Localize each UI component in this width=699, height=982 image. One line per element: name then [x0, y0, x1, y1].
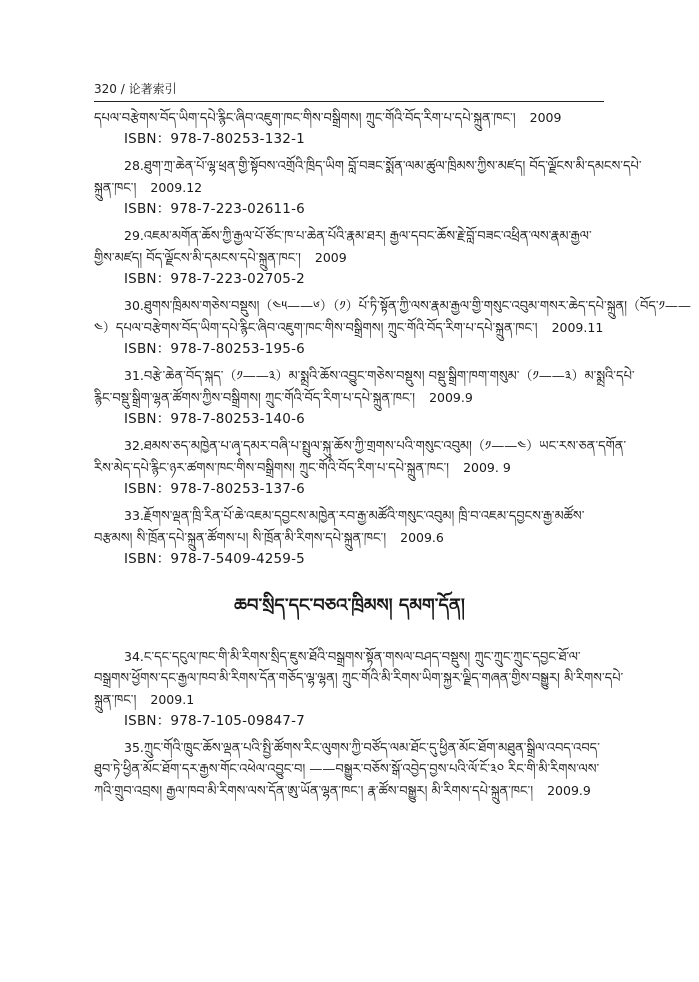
entry-year: 2009.11 — [551, 320, 604, 335]
entry-isbn: ISBN：978-7-80253-195-6 — [124, 341, 305, 357]
entry-number: 33. — [124, 508, 144, 523]
entry-line: རྙིང་བསྡུ་སྒྲིག་ལྷན་ཚོགས་ཀྱིས་བསྒྲིགས། ཀྲུང་གོའི་བོད་རིག་པ་དཔེ་སྐྲུན་ཁང་། 2009.9 — [94, 390, 473, 406]
entry-number: 30. — [124, 298, 144, 313]
entry-year: 2009 — [314, 250, 347, 265]
entry-number: 28. — [124, 158, 144, 173]
entry-line: ༤）དཔལ་བརྩེགས་བོད་ཡིག་དཔེ་རྙིང་ཞིབ་འཇུག་ཁང་གིས་བསྒྲིགས། ཀྲུང་གོའི་བོད་རིག་པ་དཔེ་སྐྲུན་ཁང་། 2009.11 — [94, 320, 604, 336]
entry-line: 35.ཀྲུང་གོའི་ཁྲུང་ཆོས་ལྡན་པའི་སྤྱི་ཚོགས་རིང་ལུགས་ཀྱི་བཙོད་ལམ་ཐོང་དུ་ཕྱིན་མོང་ཐོག་མཐུན་སྒྲིལ་འབད་འབད་ — [124, 740, 600, 756]
bibliography-entry — [94, 295, 691, 360]
entry-number: 31. — [124, 368, 144, 383]
entry-line: 28.ཐུག་ཀྲ་ཆེན་པོ་ལྷ་ཕྲན་གྱི་སྟོབས་འགྲོའི་ཁྲིད་ཡིག བློ་བཟང་སྨོན་ལམ་ཚུལ་ཁྲིམས་ཀྱིས་མཛད། བོད་ལྗོངས་མི་དམངས་དཔེ་ — [124, 158, 642, 174]
bibliography-entry — [94, 505, 605, 570]
bibliography-entry — [94, 435, 627, 500]
entry-line: དཔལ་བརྩེགས་བོད་ཡིག་དཔེ་རྙིང་ཞིབ་འཇུག་ཁང་གིས་བསྒྲིགས། ཀྲུང་གོའི་བོད་རིག་པ་དཔེ་སྐྲུན་ཁང་། 2009 — [94, 110, 562, 126]
entry-line: 30.ཐུགས་ཁྲིམས་གཅེས་བསྡུས།（༤༥——༦）（༡）པོ་ཏི་སྟོན་ཀྱི་ལས་རྣམ་རྒྱལ་གྱི་གསུང་འབུམ་གསར་ཆེད་དཔེ་སྐྲུན།（བོད་༡—— — [124, 298, 691, 314]
entry-line: ཀའི་གྲུབ་འབྲས། རྒྱལ་ཁབ་མི་རིགས་ལས་དོན་ཨུ་ཡོན་ལྷན་ཁང་། རྣ་ཚོས་བསྒྱུར། མི་རིགས་དཔེ་སྐྲུན་ཁང་། 2009.9 — [94, 783, 591, 799]
entry-year: 2009.6 — [400, 530, 444, 545]
entry-isbn: ISBN：978-7-5409-4259-5 — [124, 551, 305, 567]
entry-line: གྱིས་མཛད། བོད་ལྗོངས་མི་དམངས་དཔེ་སྐྲུན་ཁང་། 2009 — [94, 250, 347, 266]
bibliography-entry — [94, 646, 624, 732]
entry-isbn: ISBN：978-7-80253-137-6 — [124, 481, 305, 497]
entry-year: 2009.12 — [150, 180, 203, 195]
entry-line: རིས་མེད་དཔེ་རྙིང་ཉར་ཚགས་ཁང་གིས་བསྒྲིགས། ཀྲུང་གོའི་བོད་རིག་པ་དཔེ་སྐྲུན་ཁང་། 2009. 9 — [94, 460, 511, 476]
entry-isbn: ISBN：978-7-80253-140-6 — [124, 411, 305, 427]
entry-year: 2009 — [529, 110, 562, 125]
entry-isbn: ISBN：978-7-105-09847-7 — [124, 713, 305, 729]
entry-line: སྐྲུན་ཁང་། 2009.12 — [94, 180, 203, 196]
entry-line: བརྩམས། སི་ཁྲོན་དཔེ་སྐྲུན་ཚོགས་པ། སི་ཁྲོན་མི་རིགས་དཔེ་སྐྲུན་ཁང་། 2009.6 — [94, 530, 444, 546]
bibliography-entry — [94, 737, 605, 802]
entry-line: 34.ང་དང་དངུལ་ཁང་གི་མི་རིགས་སྲིད་ཇུས་ཐོའི་བསྒྲགས་སྟོན་གསལ་བཤད་བསྡུས། ཀྲུང་ཀྲུང་ཀྲུང་དབྱང་ཐོ་ལ་ — [124, 649, 581, 665]
entry-number: 34. — [124, 649, 144, 664]
running-header: 320 / 论著索引 — [94, 80, 604, 102]
entry-line: 31.བརྩེ་ཆེན་བོད་སྐད་（༡——༣）མ་སྨྲའི་ཆོས་འབྱུང་གཅེས་བསྡུས། བསྡུ་སྒྲིག་ཁག་གསུམ་（༡——༣）མ་སྨྲའི་དཔེ་ — [124, 368, 635, 384]
entry-year: 2009.9 — [547, 783, 591, 798]
bibliography-entry — [94, 225, 605, 290]
section-heading: ཆབ་སྲིད་དང་བཅའ་ཁྲིམས། དམག་དོན། — [234, 595, 465, 616]
entry-line: སྐྲུན་ཁང་། 2009.1 — [94, 692, 195, 708]
entry-year: 2009. 9 — [463, 460, 511, 475]
entry-number: 32. — [124, 438, 144, 453]
entry-line: 32.ཐམས་ཅད་མཁྱེན་པ་ཞྭ་དམར་བཞི་པ་སྤྲུལ་སྐུ་ཆོས་ཀྱི་གྲགས་པའི་གསུང་འབུམ།（༡——༤）ཡང་རས་ཅན་དགོན་ — [124, 438, 627, 454]
entry-isbn: ISBN：978-7-223-02705-2 — [124, 271, 305, 287]
entry-number: 29. — [124, 228, 144, 243]
entry-year: 2009.1 — [150, 692, 195, 707]
entry-year: 2009.9 — [429, 390, 473, 405]
bibliography-body — [94, 107, 691, 802]
bibliography-entry — [94, 155, 642, 220]
entry-number: 35. — [124, 740, 144, 755]
entry-line: བསྒྲགས་ཕྱོགས་དང་རྒྱལ་ཁབ་མི་རིགས་དོན་གཅོད་ལྷ་ལྷན། ཀྲུང་གོའི་མི་རིགས་ཡིག་སྐྱར་ལྗིད་གཞན་གྱིས་བསྒྱུར། མི་རིགས་དཔེ་ — [94, 671, 624, 686]
bibliography-entry — [94, 365, 635, 430]
entry-line: 29.འཇམ་མགོན་ཆོས་ཀྱི་རྒྱལ་པོ་ཙོང་ཁ་པ་ཆེན་པོའི་རྣམ་ཐར། རྒྱལ་དབང་ཆོས་རྗེ་བློ་བཟང་འཕྲིན་ལས་རྣམ་རྒྱལ་ — [124, 228, 592, 244]
entry-isbn: ISBN：978-7-223-02611-6 — [124, 201, 305, 217]
entry-isbn: ISBN：978-7-80253-132-1 — [124, 131, 305, 147]
bibliography-entry — [94, 107, 605, 150]
entry-line: ཐུབ་ཏེ་ཕྱིན་མོང་ཐོག་དར་རྒྱས་གོང་འཕེལ་འབྱུང་བ། ——བསྒྱུར་བཅོས་སྒོ་འབྱེད་བྱས་པའི་ལོ་ངོ་༣༠ རིང་གི་མི་རིགས་ལས་ — [94, 762, 600, 777]
entry-line: 33.རྗོགས་ལྡན་ཁྲི་རིན་པོ་ཆེ་འཇམ་དབྱངས་མཁྱེན་རབ་རྒྱ་མཚོའི་གསུང་འབུམ། ཁྲི་བ་འཇམ་དབྱངས་རྒྱ་མཚོས་ — [124, 508, 585, 524]
